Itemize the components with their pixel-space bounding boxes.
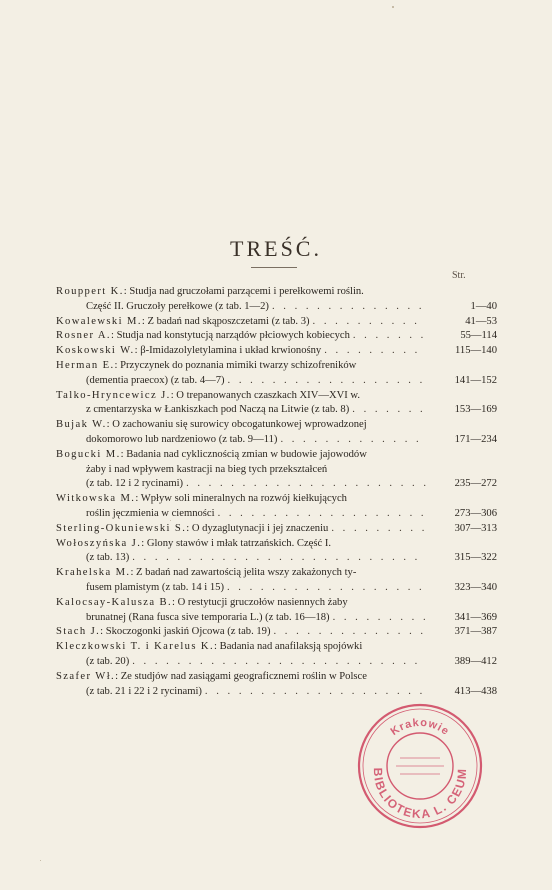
entry-title-text: : Studja nad konstytucją narządów płciowych kobiecych (110, 330, 350, 342)
entry-author: Stach J. (56, 626, 101, 638)
toc-line (56, 418, 426, 433)
entry-author: Krahelska M. (56, 567, 131, 579)
entry-title-text: (z tab. 12 i 2 rycinami) (86, 478, 184, 490)
entry-author: Kleczkowski T. i Karelus K. (56, 641, 215, 653)
toc-entry (56, 640, 497, 670)
entry-author: Herman E. (56, 359, 115, 371)
toc-entry (56, 344, 497, 359)
toc-line (56, 389, 426, 404)
entry-title-text: roślin jęczmienia w ciemności (86, 507, 215, 519)
entry-title-text: : O zachowaniu się surowicy obcogatunkowej wprowadzonej (106, 419, 367, 431)
toc-entry (56, 329, 497, 344)
toc-line (56, 625, 497, 640)
toc-line (56, 403, 497, 418)
entry-title-text: Część II. Gruczoły perełkowe (z tab. 1—2) (86, 300, 269, 312)
entry-pages: 371—387 (454, 626, 497, 638)
svg-text:BIBLIOTEKA L. CEUM (371, 767, 469, 821)
entry-title-text: : Glony stawów i młak tatrzańskich. Część I. (141, 537, 332, 549)
entry-author: Szafer Wł. (56, 670, 116, 682)
toc-line (56, 448, 426, 463)
toc-line (56, 285, 426, 300)
entry-title-text: (z tab. 21 i 22 i 2 rycinami) (86, 685, 202, 697)
entry-author: Talko-Hryncewicz J. (56, 389, 171, 401)
toc-entry (56, 522, 497, 537)
page-title: TREŚĆ. (230, 236, 322, 261)
entry-title-text: : Ze studjów nad zasiągami geograficznemi roślin w Polsce (115, 670, 367, 682)
entry-pages: 41—53 (465, 315, 497, 327)
entry-author: Koskowski W. (56, 345, 135, 357)
entry-author: Witkowska M. (56, 493, 136, 505)
entry-title-text: : Z badań nad zawartością jelita wszy zakażonych ty- (130, 567, 357, 579)
entry-author: Rouppert K. (56, 286, 124, 297)
entry-pages: 1—40 (470, 300, 497, 312)
entry-author: Kowalewski M. (56, 315, 142, 327)
toc-line (56, 685, 497, 700)
entry-pages: 171—234 (454, 433, 497, 445)
toc-line (56, 640, 426, 655)
leader-dots (225, 374, 426, 389)
entry-title-text: żaby i nad wpływem kastracji na bieg tych przekształceń (86, 463, 328, 475)
toc-entry (56, 566, 497, 596)
entry-pages: 115—140 (455, 345, 497, 357)
entry-author: Bujak W. (56, 419, 107, 431)
toc-line (56, 670, 426, 685)
toc-line (56, 359, 426, 374)
entry-title-text: : O trepanowanych czaszkach XIV—XVI w. (170, 389, 361, 401)
entry-author: Kalocsay-Kalusza B. (56, 596, 173, 608)
toc-line (56, 300, 497, 315)
entry-pages: 341—369 (454, 611, 497, 623)
toc-line (56, 581, 497, 596)
entry-pages: 323—340 (454, 581, 497, 593)
entry-title-text: brunatnej (Rana fusca sive temporaria L.) (z tab. 16—18) (86, 611, 330, 623)
stamp-bottom-text: BIBLIOTEKA L. CEUM (370, 767, 470, 822)
entry-pages: 55—114 (460, 330, 497, 342)
toc-entry (56, 448, 497, 492)
toc-line (56, 566, 426, 581)
toc-entry (56, 315, 497, 330)
toc-line (56, 477, 497, 492)
leader-dots (271, 625, 427, 640)
entry-title-text: (dementia praecox) (z tab. 4—7) (86, 374, 225, 386)
svg-text:Krakowie (389, 717, 452, 738)
toc-entry (56, 418, 497, 448)
entry-author: Rosner A. (56, 330, 111, 342)
entry-author: Bogucki M. (56, 448, 121, 460)
toc-entry (56, 670, 497, 700)
toc-line (56, 655, 497, 670)
toc-entry (56, 359, 497, 389)
entry-title-text: : O dyzaglutynacji i jej znaczeniu (186, 522, 329, 534)
leader-dots (215, 507, 426, 522)
toc-line (56, 433, 497, 448)
entry-title-text: dokomorowo lub nardzeniowo (z tab. 9—11) (86, 433, 278, 445)
leader-dots (330, 611, 426, 626)
toc-entry (56, 625, 497, 640)
toc-line (56, 596, 426, 611)
toc-line (56, 611, 497, 626)
stamp-top-text: Krakowie (388, 716, 452, 739)
leader-dots (321, 344, 426, 359)
toc-line (56, 522, 497, 537)
entry-title-text: fusem plamistym (z tab. 14 i 15) (86, 581, 224, 593)
toc-entry (56, 285, 497, 315)
pages-column-label: Str. (452, 270, 466, 281)
entry-title-text: : Wpływ soli mineralnych na rozwój kiełkujących (135, 493, 347, 505)
toc-line (56, 463, 426, 478)
leader-dots (183, 477, 426, 492)
toc-line (56, 492, 426, 507)
leader-dots (129, 655, 426, 670)
toc-line (56, 329, 497, 344)
toc-line (56, 374, 497, 389)
entry-author: Wołoszyńska J. (56, 537, 142, 549)
entry-title-text: (z tab. 13) (86, 552, 130, 564)
entry-title-text: : Przyczynek do poznania mimiki twarzy schizofreników (114, 359, 357, 371)
entry-pages: 235—272 (454, 478, 497, 490)
entry-pages: 141—152 (454, 374, 497, 386)
entry-pages: 413—438 (454, 685, 497, 697)
entry-pages: 153—169 (454, 404, 497, 416)
entry-title-text: : Badania nad anafilaksją spojówki (214, 641, 363, 653)
entry-title-text: : Skoczogonki jaskiń Ojcowa (z tab. 19) (100, 626, 271, 638)
leader-dots (202, 685, 426, 700)
entry-author: Sterling-Okuniewski S. (56, 522, 187, 534)
entry-title-text: (z tab. 20) (86, 655, 130, 667)
entry-pages: 273—306 (454, 507, 497, 519)
entry-title-text: : Z badań nad skąposzczetami (z tab. 3) (141, 315, 310, 327)
entry-pages: 315—322 (454, 552, 497, 564)
toc-line (56, 315, 497, 330)
leader-dots (310, 315, 426, 330)
entry-title-text: : Badania nad cyklicznością zmian w budowie jajowodów (120, 448, 367, 460)
toc-line (56, 344, 497, 359)
entry-pages: 307—313 (454, 522, 497, 534)
toc-line (56, 551, 497, 566)
toc-entry (56, 492, 497, 522)
entry-title-text: : O restytucji gruczołów nasiennych żaby (172, 596, 348, 608)
entry-pages: 389—412 (454, 655, 497, 667)
leader-dots (224, 581, 426, 596)
toc-entry (56, 537, 497, 567)
leader-dots (349, 403, 426, 418)
entry-title-text: : Studja nad gruczołami parzącemi i perełkowemi roślin. (123, 286, 364, 297)
entry-title-text: : β-Imidazolyletylamina i układ krwionośny (134, 345, 322, 357)
toc-line (56, 537, 426, 552)
leader-dots (269, 300, 426, 315)
leader-dots (277, 433, 426, 448)
toc-entry (56, 389, 497, 419)
leader-dots (328, 522, 426, 537)
library-stamp (356, 702, 484, 830)
toc-line (56, 507, 497, 522)
leader-dots (129, 551, 426, 566)
toc-entry (56, 596, 497, 626)
entry-title-text: z cmentarzyska w Łankiszkach pod Naczą na Litwie (z tab. 8) (86, 404, 350, 416)
leader-dots (350, 329, 426, 344)
table-of-contents (56, 285, 497, 699)
title-rule (251, 267, 297, 268)
